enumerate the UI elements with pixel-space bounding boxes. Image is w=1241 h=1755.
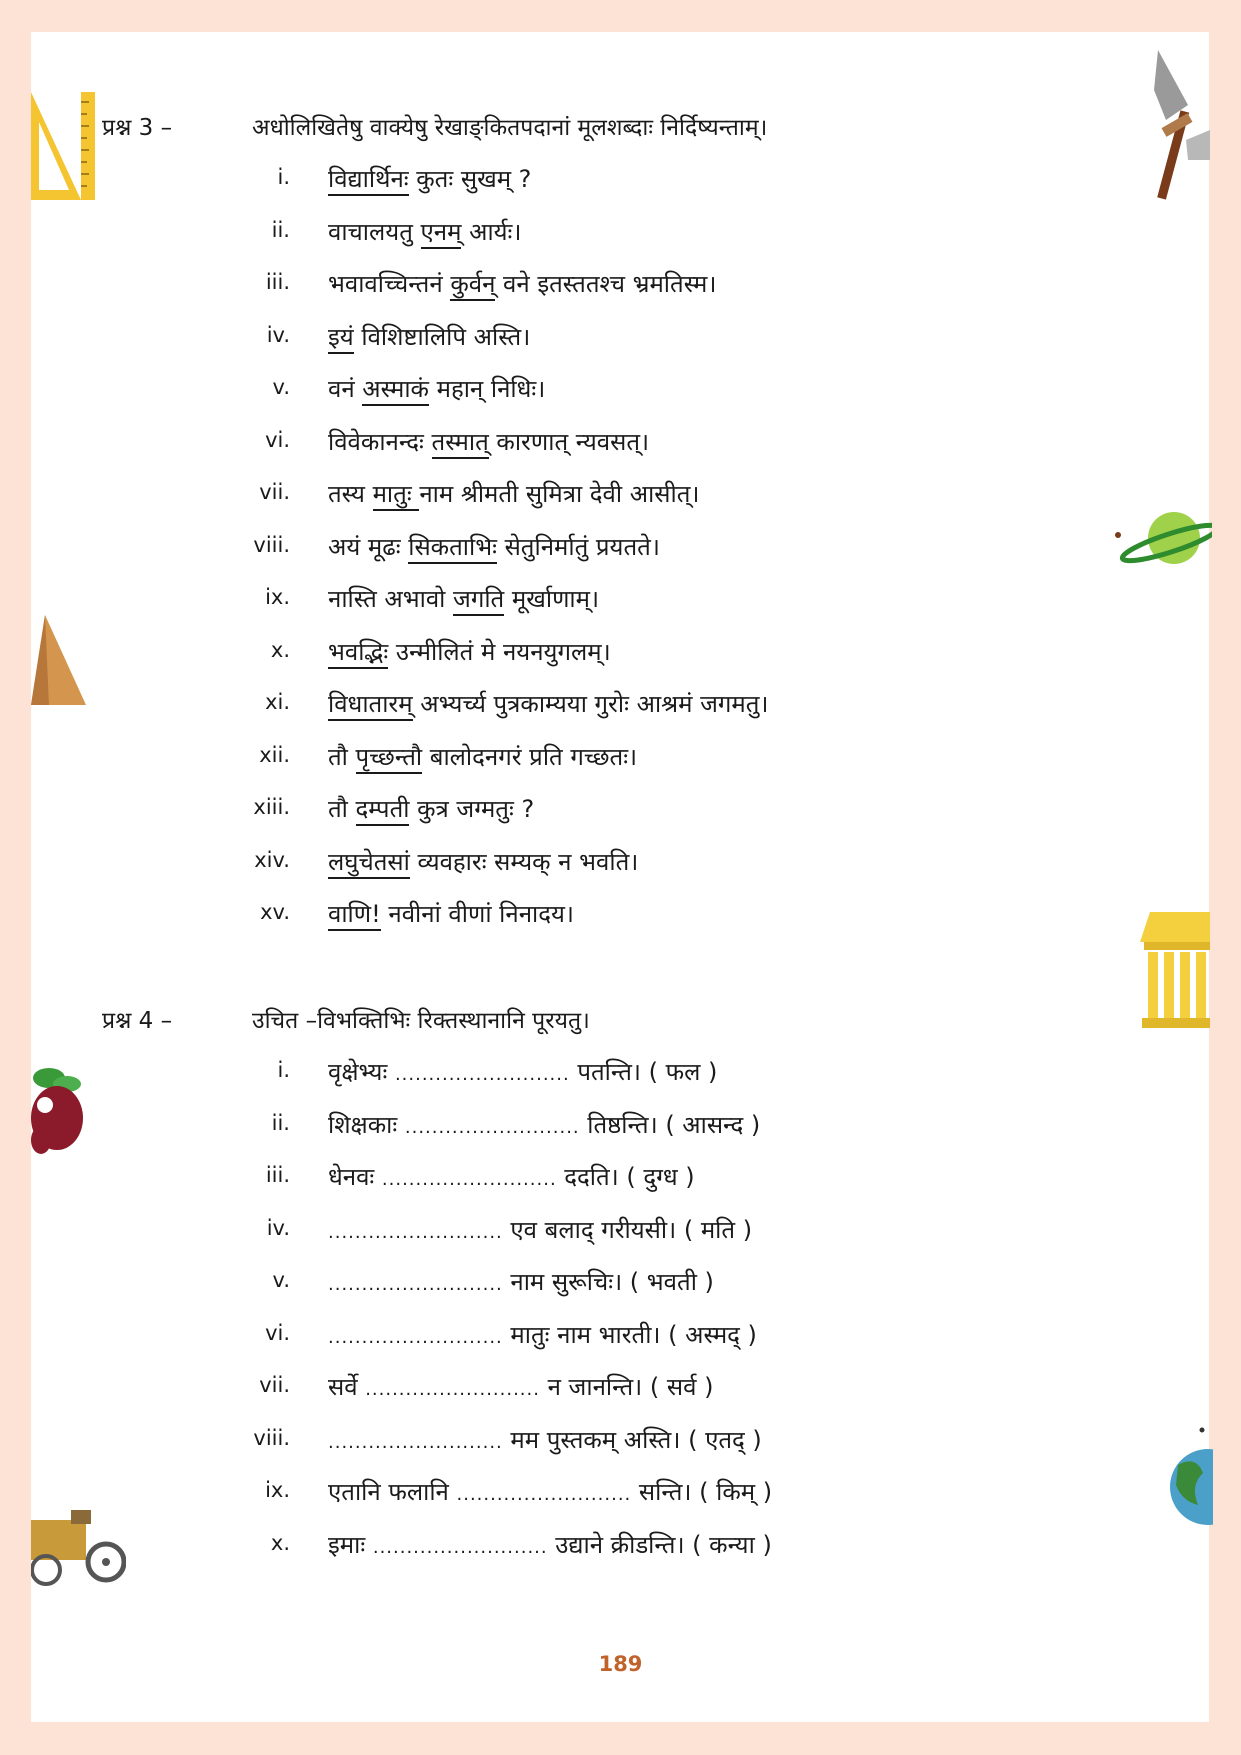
text-after: नाम श्रीमती सुमित्रा देवी आसीत्। (419, 480, 700, 508)
item-number: xiii. (253, 795, 290, 819)
text-after: नवीनां वीणां निनादय। (380, 900, 575, 928)
blank-line: .......................... (328, 1431, 503, 1453)
text-after: बालोदनगरं प्रति गच्छतः। (422, 742, 638, 771)
item-text (328, 845, 638, 878)
text-before: भवावच्चिन्तनं (328, 270, 451, 298)
text-after: विशिष्टालिपि अस्ति। (353, 322, 531, 351)
text-after: व्यवहारः सम्यक् न भवति। (409, 847, 639, 876)
item-number: ix. (265, 585, 290, 609)
item-number: v. (272, 375, 290, 399)
blank-line: .......................... (328, 1326, 503, 1348)
item-number: xv. (260, 900, 290, 924)
item-number: iv. (266, 1215, 290, 1240)
blank-line: .......................... (328, 1221, 503, 1243)
underlined-word: वाणि! (328, 900, 381, 931)
text-before: इमाः (328, 1530, 373, 1559)
text-after: आर्यः। (461, 217, 522, 246)
item-number: vii. (259, 1373, 290, 1397)
item-text (328, 1370, 713, 1403)
item-number: xiv. (254, 847, 290, 872)
text-before: विवेकानन्दः (328, 427, 432, 456)
item-number: ii. (271, 217, 290, 242)
text-before: तौ (328, 795, 356, 823)
text-before: सर्वे (328, 1373, 366, 1401)
text-after: कुतः सुखम् ? (408, 165, 532, 193)
item-text (328, 792, 534, 825)
text-after: कारणात् न्यवसत्। (488, 427, 650, 456)
item-text (328, 162, 531, 195)
item-number: i. (277, 165, 290, 189)
text-after: मातुः नाम भारती। ( अस्मद् ) (502, 1320, 757, 1349)
q4-label: प्रश्न 4 – (102, 1008, 173, 1034)
item-text (328, 425, 649, 458)
item-number: xi. (265, 690, 290, 714)
blank-line: .......................... (394, 1064, 570, 1085)
item-number: vi. (265, 427, 290, 452)
text-after: एव बलाद् गरीयसी। ( मति ) (502, 1215, 753, 1244)
pyramid-icon (31, 615, 86, 705)
item-number: viii. (253, 1425, 290, 1450)
q3-header (102, 110, 767, 142)
item-text (328, 687, 769, 720)
text-before: अयं मूढः (328, 532, 409, 561)
item-text (328, 320, 530, 353)
text-after: पतन्ति। ( फल ) (569, 1058, 718, 1086)
item-number: x. (270, 1530, 290, 1555)
text-after: सन्ति। ( किम् ) (631, 1478, 773, 1506)
item-text (328, 267, 716, 300)
underlined-word: अस्माकं (362, 375, 429, 406)
item-text (328, 1265, 714, 1298)
blank-line: .......................... (381, 1169, 557, 1190)
blank-line: .......................... (372, 1536, 548, 1558)
page-number: 189 (598, 1652, 643, 1676)
item-number: vii. (259, 480, 290, 504)
blank-line: .......................... (456, 1484, 632, 1505)
underlined-word: कुर्वन् (450, 270, 495, 301)
item-text (328, 215, 522, 248)
text-after: कुत्र जग्मतुः ? (409, 795, 535, 823)
blank-line: .......................... (404, 1116, 580, 1138)
item-text (328, 740, 637, 773)
text-before: तौ (328, 742, 356, 771)
text-before: नास्ति अभावो (328, 585, 454, 613)
q3-instruction: अधोलिखितेषु वाक्येषु रेखाङ्‌कितपदानां मूलशब्दाः निर्दिष्यन्ताम्। (252, 115, 768, 141)
item-text (328, 1108, 760, 1141)
underlined-word: लघुचेतसां (328, 848, 410, 879)
item-number: iii. (265, 1163, 290, 1187)
blank-line: .......................... (365, 1379, 540, 1400)
underlined-word: तस्मात् (432, 428, 489, 459)
item-number: iii. (265, 270, 290, 294)
text-after: सेतुनिर्मातुं प्रयतते। (496, 532, 660, 561)
text-after: मम पुस्तकम् अस्ति। ( एतद् ) (502, 1425, 762, 1454)
item-text (328, 1318, 757, 1351)
item-text (328, 1475, 772, 1508)
text-after: वने इतस्ततश्च भ्रमतिस्म। (495, 270, 717, 298)
text-after: नाम सुरूचिः। ( भवती ) (502, 1268, 714, 1296)
item-number: x. (270, 637, 290, 662)
item-number: iv. (266, 322, 290, 347)
underlined-word: विधातारम् (328, 690, 413, 721)
greek-temple-icon (1140, 912, 1210, 1030)
text-before: तस्य (328, 480, 373, 508)
item-number: ix. (265, 1478, 290, 1502)
item-number: viii. (253, 532, 290, 557)
item-text (328, 530, 660, 563)
text-after: मूर्खाणाम्। (504, 585, 600, 613)
item-number: vi. (265, 1320, 290, 1345)
q3-label: प्रश्न 3 – (102, 115, 173, 141)
text-before: शिक्षकाः (328, 1110, 405, 1139)
q4-instruction: उचित –विभक्तिभिः रिक्तस्थानानि पूरयतु। (252, 1008, 590, 1034)
blank-line: .......................... (328, 1274, 503, 1295)
chariot-icon (31, 1500, 126, 1590)
item-text (328, 1160, 695, 1193)
underlined-word: एनम् (421, 218, 462, 249)
q4-header (102, 1003, 590, 1035)
item-number: xii. (259, 742, 290, 767)
underlined-word: दम्पती (356, 795, 410, 826)
item-text (328, 477, 699, 510)
item-text (328, 582, 599, 615)
underlined-word: जगति (453, 585, 504, 616)
underlined-word: विद्यार्थिनः (328, 165, 409, 196)
text-before: वृक्षेभ्यः (328, 1058, 395, 1086)
planet-icon (1112, 505, 1212, 575)
text-before: धेनवः (328, 1163, 382, 1191)
item-text (328, 1528, 772, 1561)
text-after: महान् निधिः। (428, 375, 546, 403)
item-text (328, 897, 574, 930)
stone-axe-icon (1148, 50, 1210, 200)
globe-icon (1168, 1425, 1213, 1525)
item-text (328, 372, 545, 405)
underlined-word: मातुः (373, 480, 420, 511)
item-number: i. (277, 1058, 290, 1082)
underlined-word: पृच्छन्तौ (356, 743, 423, 774)
underlined-word: सिकताभिः (408, 533, 497, 564)
text-after: अभ्यर्च्य पुत्रकाम्यया गुरोः आश्रमं जगमतु। (412, 690, 769, 718)
item-number: ii. (271, 1110, 290, 1135)
item-number: v. (272, 1268, 290, 1292)
text-after: उन्मीलितं मे नयनयुगलम्। (388, 637, 611, 666)
underlined-word: भवद्भिः (328, 638, 388, 669)
flower-icon (31, 1060, 86, 1165)
text-after: तिष्ठन्ति। ( आसन्द ) (579, 1110, 761, 1139)
text-after: उद्याने क्रीडन्ति। ( कन्या ) (547, 1530, 772, 1559)
ruler-set-square-icon (31, 92, 101, 202)
text-before: वाचालयतु (328, 217, 421, 246)
text-after: ददति। ( दुग्ध ) (556, 1163, 695, 1191)
item-text (328, 1423, 762, 1456)
text-after: न जानन्ति। ( सर्व ) (539, 1373, 714, 1401)
text-before: वनं (328, 375, 363, 403)
text-before: एतानि फलानि (328, 1478, 457, 1506)
underlined-word: इयं (328, 323, 354, 354)
item-text (328, 1213, 752, 1246)
item-text (328, 635, 611, 668)
item-text (328, 1055, 717, 1088)
